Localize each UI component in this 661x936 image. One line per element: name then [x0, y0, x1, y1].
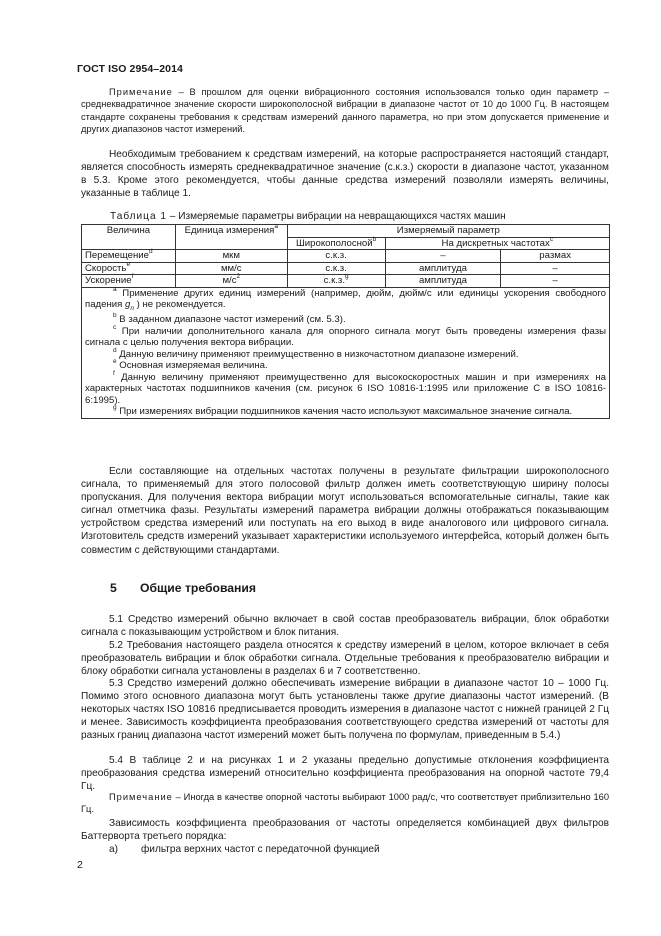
caption-text: – Измеряемые параметры вибрации на невращающихся частях машин [167, 211, 506, 222]
vibration-parameters-table [81, 224, 610, 419]
list-item [109, 843, 589, 856]
section-number: 5 [110, 581, 117, 595]
list-item-label: a) [109, 844, 118, 855]
note-text: – В прошлом для оценки вибрационного состояния использовался только один параметр – среднеквадратичное значение скорости широкополосной вибрации в диапазоне частот от 10 до 1000 Гц. В настоящем стандарте сохранены требования к средствам измерений данного параметра, но при этом допускается применение и других диапазонов частот измерений. [81, 87, 609, 134]
clause-5-4: 5.4 В таблице 2 и на рисунках 1 и 2 указаны предельно допустимые отклонения коэффициента преобразования средства измерений относительно коэффициента преобразования на опорной частоте 79,4 Гц. [81, 755, 609, 793]
header-broadband: Широкополосной$^b$ [287, 237, 385, 250]
footnote-e: $^e$ Основная измеряемая величина. [113, 358, 268, 372]
section-heading [110, 581, 256, 595]
table-row: Скорость$^e$ мм/с с.к.з. амплитуда – [82, 262, 610, 275]
footnote-f: $^f$ Данную величину применяют преимущественно для высокоскоростных машин и при измерениях на характерных частотах подшипников качения (см. рисунок 6 ISO 10816-1:1995 или приложение С в ISO 10816-6:1995). [85, 369, 606, 406]
clause-5-2: 5.2 Требования настоящего раздела относятся к средству измерений в целом, которое включает в себя преобразователь вибрации и блок обработки сигнала. Отдельные требования к преобразователю вибрации и блоку обработки сигнала установлены в разделах 6 и 7 соответственно. [81, 640, 609, 678]
footnote-g: $^g$ При измерениях вибрации подшипников качения часто используют максимальное значение сигнала. [113, 404, 573, 418]
note-paragraph [81, 791, 609, 816]
clause-5-3: 5.3 Средство измерений должно обеспечивать измерение вибрации в диапазоне частот 10 – 1000 Гц. Помимо этого основного диапазона могут быть установлены также другие диапазоны частот измерений. (В некоторых частях ISO 10816 предписывается проводить измерения в диапазоне частот с нижней границей 2 Гц и менее. Зависимость коэффициента преобразования соответствующего средства измерений от частоты для разных границ диапазона частот измерений может быть получена по формулам, приведенным в 5.4.) [81, 678, 609, 742]
footnote-a: $^a$ Применение других единиц измерений (например, дюйм, дюйм/с или единицы ускорения свободного падения $g_n$ ) не рекомендуется. [85, 285, 606, 312]
body-paragraph: Если составляющие на отдельных частотах получены в результате фильтрации широкополосного сигнала, то применяемый для этого полосовой фильтр должен иметь соответствующую ширину полосы пропускания. Для получения вектора вибрации могут использоваться вспомогательные сигналы, такие как сигнал отметчика фазы. Результаты измерений параметра вибрации должны отображаться показывающим устройством средства измерений или поступать на его выход в виде аналогового или цифрового сигнала. Изготовитель средств измерений указывает характеристики используемого интерфейса, который должен быть совместим с действующими стандартами. [81, 466, 609, 556]
body-paragraph: Необходимым требованием к средствам измерений, на которые распространяется настоящий стандарт, является способность измерять среднеквадратичное значение (с.к.з.) скорости в диапазоне частот, указанном в 5.3. Кроме этого рекомендуется, чтобы данные средства измерений позволяли измерять величины, указанные в таблице 1. [81, 149, 609, 200]
list-item-text: фильтра верхних частот с передаточной функцией [141, 844, 380, 855]
table-caption [110, 211, 506, 222]
note-paragraph [81, 86, 609, 135]
header-measured-parameter: Измеряемый параметр [287, 225, 609, 238]
header-quantity: Величина [82, 225, 176, 250]
table-footnotes [82, 287, 610, 418]
footnote-c: $^c$ При наличии дополнительного канала для опорного сигнала могут быть проведены измерения фазы сигнала с целью получения вектора вибрации. [85, 323, 606, 349]
header-discrete: На дискретных частотах$^c$ [385, 237, 609, 250]
clause-5-1: 5.1 Средство измерений обычно включает в свой состав преобразователь вибрации, блок обработки сигнала с показывающим устройством и блок питания. [81, 614, 609, 639]
footnote-b: $^b$ В заданном диапазоне частот измерений (см. 5.3). [113, 312, 346, 326]
header-unit: Единица измерения$^a$ [175, 225, 287, 250]
document-header: ГОСТ ISO 2954–2014 [77, 63, 183, 75]
table-row: Ускорение$^f$ $м/с^2$ с.к.з.$^g$ амплитуда – [82, 275, 610, 288]
table-row: Перемещение$^d$ мкм с.к.з. – размах [82, 250, 610, 263]
section-title: Общие требования [140, 581, 257, 595]
page-number: 2 [77, 859, 83, 871]
caption-label: Таблица 1 [110, 211, 167, 222]
body-paragraph: Зависимость коэффициента преобразования от частоты определяется комбинацией двух фильтров Баттерворта третьего порядка: [81, 818, 609, 843]
note-label: Примечание [109, 87, 173, 97]
note-text: – Иногда в качестве опорной частоты выбирают 1000 рад/с, что соответствует приблизительно 160 Гц. [81, 792, 609, 815]
footnote-d: $^d$ Данную величину применяют преимущественно в низкочастотном диапазоне измерений. [113, 346, 519, 360]
note-label: Примечание [109, 792, 173, 802]
